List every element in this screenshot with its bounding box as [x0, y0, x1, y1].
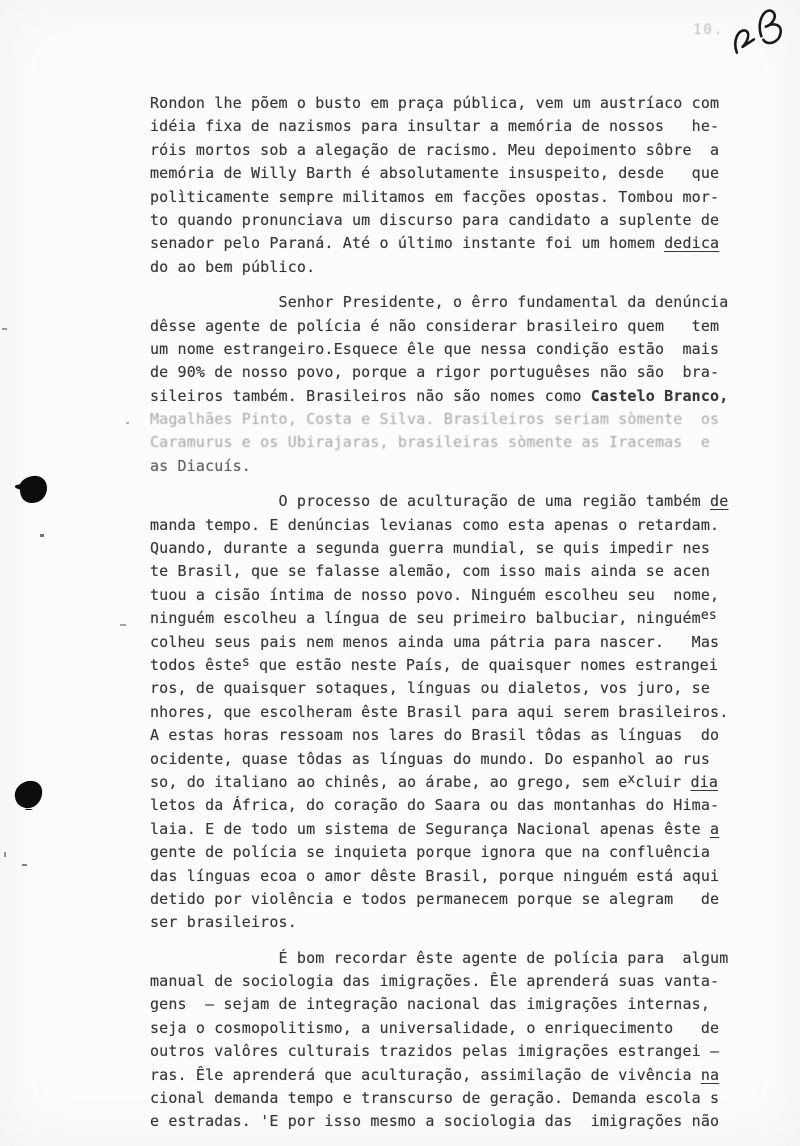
margin-mark — [4, 852, 6, 857]
typewritten-text — [150, 92, 728, 1134]
handwritten-annotation — [718, 0, 798, 64]
margin-mark — [40, 534, 44, 537]
text-line: A estas horas ressoam nos lares do Brasil tôdas as línguas do — [150, 726, 720, 745]
text-line: das línguas ecoa o amor dêste Brasil, porque ninguém está aqui — [150, 866, 720, 885]
ink-blob — [14, 475, 52, 507]
text-line: Quando, durante a segunda guerra mundial, se quis impedir nes — [150, 539, 711, 558]
paragraph — [150, 947, 728, 1134]
text-line: ras. Êle aprenderá que aculturação, assimilação de vivência na — [150, 1065, 720, 1084]
text-line: ocidente, quase tôdas as línguas do mundo. Do espanhol ao rus — [150, 749, 711, 768]
text-line: outros valôres culturais trazidos pelas imigrações estrangei — — [150, 1042, 720, 1061]
ink-blob — [11, 780, 47, 812]
text-line: detido por violência e todos permanecem porque se alegram de — [150, 889, 720, 908]
text-line: O processo de aculturação de uma região também de — [150, 492, 729, 511]
text-line: ser brasileiros. — [150, 913, 297, 932]
page-number: 10. — [693, 22, 725, 38]
text-line: Caramurus e os Ubirajaras, brasileiras sòmente as Iracemas e — [150, 433, 711, 452]
text-line: senador pelo Paraná. Até o último instante foi um homem dedica — [150, 234, 720, 253]
text-line: idéia fixa de nazismos para insultar a memória de nossos he- — [150, 117, 720, 136]
text-line: um nome estrangeiro.Esquece êle que nessa condição estão mais — [150, 339, 720, 358]
paragraph — [150, 92, 728, 279]
text-line: laia. E de todo um sistema de Segurança Nacional apenas êste a — [150, 819, 720, 838]
text-line: cional demanda tempo e transcurso de geração. Demanda escola s — [150, 1089, 720, 1108]
text-line: róis mortos sob a alegação de racismo. Meu depoimento sôbre a — [150, 140, 720, 159]
text-line: memória de Willy Barth é absolutamente insuspeito, desde que — [150, 164, 720, 183]
text-line: te Brasil, que se falasse alemão, com isso mais ainda se acen — [150, 562, 711, 581]
text-line: manda tempo. E denúncias levianas como esta apenas o retardam. — [150, 515, 720, 534]
text-line: sileiros também. Brasileiros não são nomes como Castelo Branco, — [150, 386, 729, 405]
text-line: colheu seus pais nem menos ainda uma pátria para nascer. Mas — [150, 632, 720, 651]
text-line: to quando pronunciava um discurso para candidato a suplente de — [150, 210, 720, 229]
text-line: Magalhães Pinto, Costa e Silva. Brasileiros seriam sòmente os — [150, 410, 720, 429]
text-line: polìticamente sempre militamos em facções opostas. Tombou mor- — [150, 187, 720, 206]
text-line: dêsse agente de polícia é não considerar brasileiro quem tem — [150, 316, 720, 335]
text-line: do ao bem público. — [150, 257, 316, 276]
text-line: gens — sejam de integração nacional das imigrações internas, — [150, 995, 711, 1014]
text-line: Rondon lhe põem o busto em praça pública, vem um austríaco com — [150, 94, 720, 112]
text-line: todos êstes que estão neste País, de quaisquer nomes estrangei — [150, 654, 719, 674]
text-line: nhores, que escolheram êste Brasil para aqui serem brasileiros. — [150, 702, 729, 721]
text-line: tuou a cisão íntima de nosso povo. Ninguém escolheu seu nome, — [150, 585, 720, 604]
margin-mark — [120, 624, 126, 626]
text-line: ninguém escolheu a língua de seu primeiro balbuciar, ninguémes — [150, 608, 717, 628]
text-line: de 90% de nosso povo, porque a rigor portuguêses não são bra- — [150, 363, 720, 382]
paragraph — [150, 490, 728, 934]
text-line: ros, de quaisquer sotaques, línguas ou dialetos, vos juro, se — [150, 679, 711, 698]
text-line: so, do italiano ao chinês, ao árabe, ao grego, sem excluir dia — [150, 771, 719, 791]
margin-mark — [126, 422, 129, 424]
text-line: É bom recordar êste agente de polícia para algum — [150, 948, 729, 967]
margin-mark — [2, 328, 7, 330]
text-line: Senhor Presidente, o êrro fundamental da denúncia — [150, 293, 729, 312]
paragraph — [150, 291, 728, 478]
text-line: gente de polícia se inquieta porque ignora que na confluência — [150, 843, 711, 862]
margin-mark — [22, 864, 27, 866]
text-line: letos da África, do coração do Saara ou das montanhas do Hima- — [150, 796, 720, 815]
text-line: manual de sociologia das imigrações. Êle aprenderá suas vanta- — [150, 972, 720, 991]
text-line: as Diacuís. — [150, 456, 251, 475]
text-line: e estradas. 'E por isso mesmo a sociologia das imigrações não — [150, 1112, 720, 1131]
text-line: seja o cosmopolitismo, a universalidade, o enriquecimento de — [150, 1018, 720, 1037]
